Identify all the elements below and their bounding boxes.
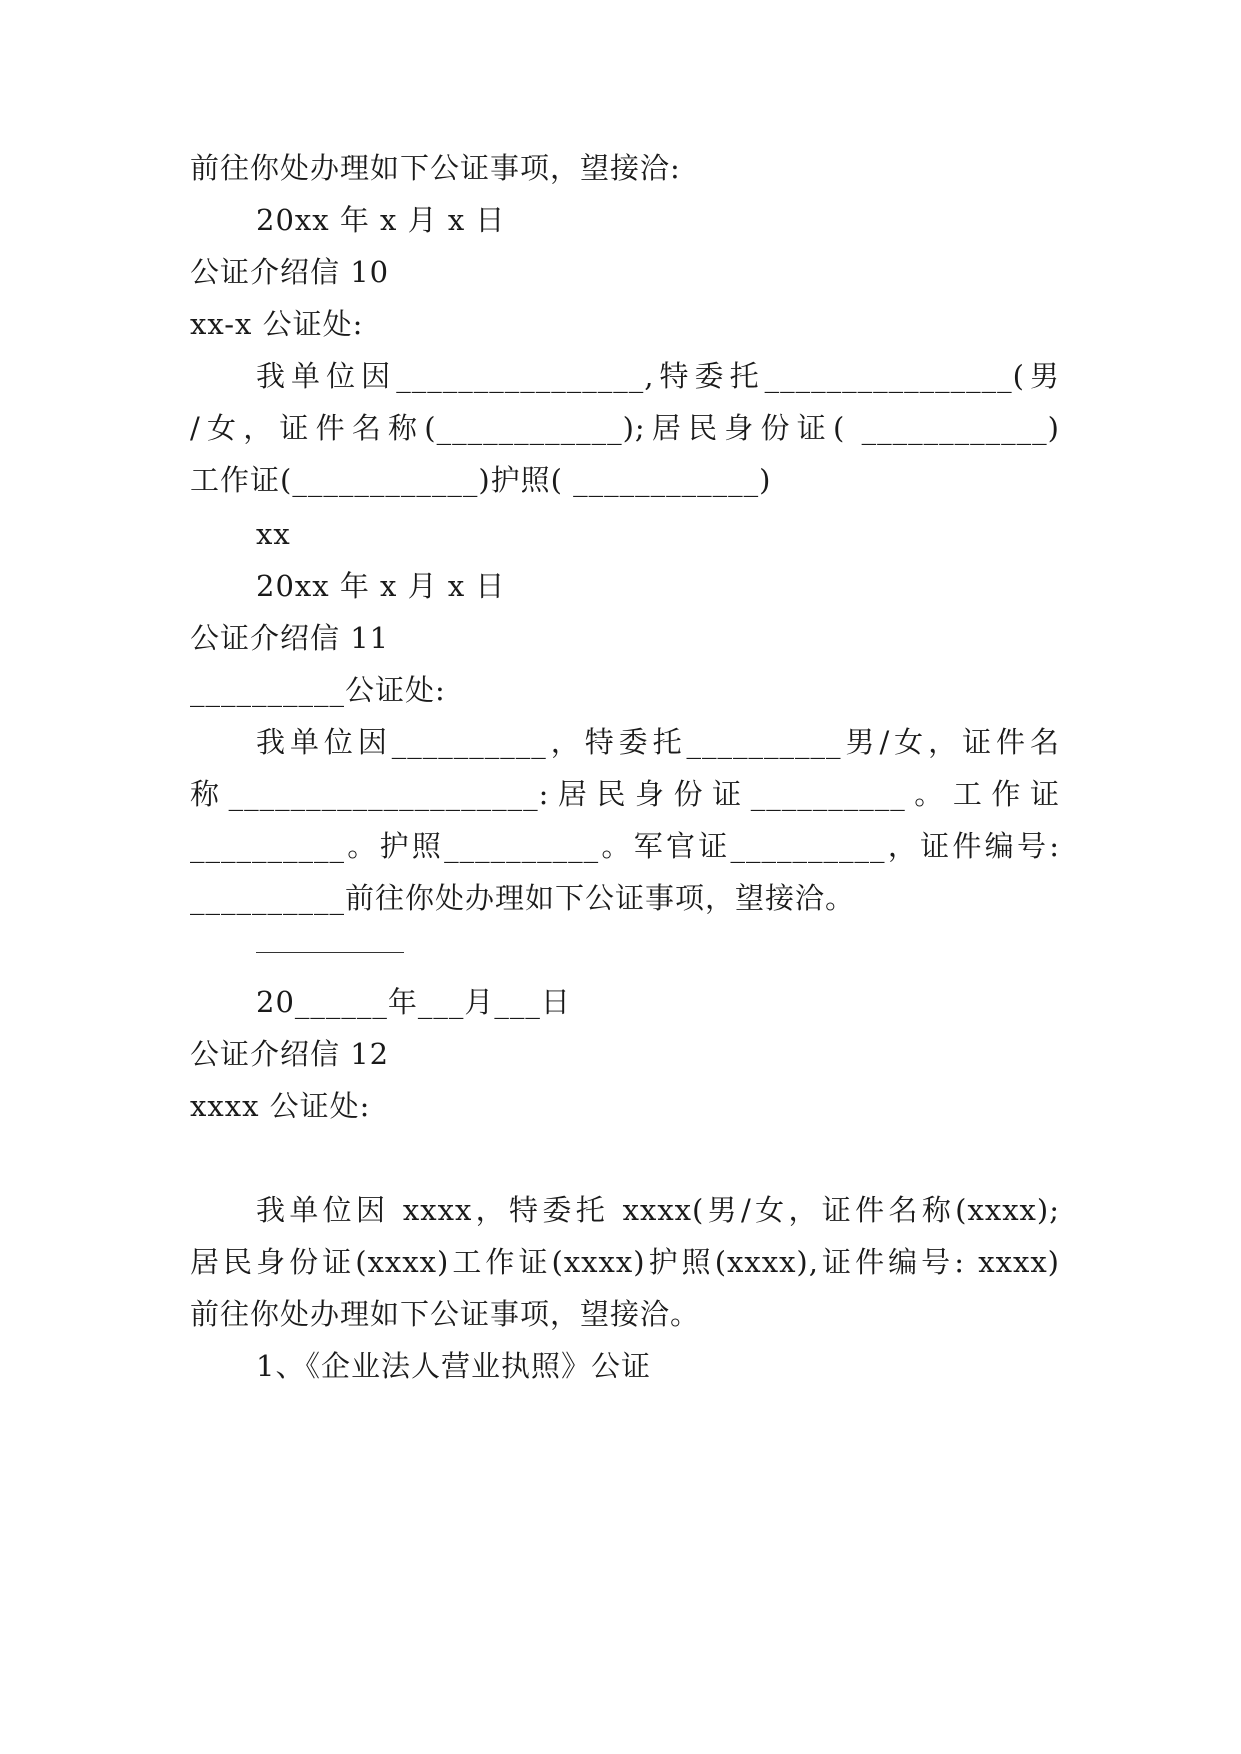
list-item: 1、《企业法人营业执照》公证: [256, 1349, 651, 1383]
date-line: 20xx 年 x 月 x 日: [256, 203, 506, 237]
signature-blank: [256, 952, 404, 954]
signature-line: xx: [256, 517, 291, 551]
text-line: 我单位因 xxxx，特委托 xxxx(男/女，证件名称(xxxx);: [256, 1193, 1060, 1227]
text-line: 前往你处办理如下公证事项，望接洽。: [190, 1297, 701, 1331]
text-line: 我单位因________________,特委托________________(男: [256, 359, 1060, 393]
addressee-line: xxxx 公证处:: [190, 1089, 371, 1123]
date-line: 20xx 年 x 月 x 日: [256, 569, 506, 603]
text-line: 前往你处办理如下公证事项，望接洽:: [190, 151, 681, 185]
letter-heading: 公证介绍信 11: [190, 621, 390, 655]
letter-heading: 公证介绍信 10: [190, 255, 390, 289]
text-line: 居民身份证(xxxx)工作证(xxxx)护照(xxxx),证件编号: xxxx): [190, 1245, 1060, 1279]
addressee-line: xx-x 公证处:: [190, 307, 364, 341]
text-line: 我单位因__________，特委托__________男/女，证件名: [256, 725, 1060, 759]
text-line: /女，证件名称(____________);居民身份证( ____________): [190, 411, 1060, 445]
text-line: 称____________________:居民身份证__________。工作证: [190, 777, 1060, 811]
letter-heading: 公证介绍信 12: [190, 1037, 390, 1071]
addressee-line: __________公证处:: [190, 673, 446, 707]
text-line: __________前往你处办理如下公证事项，望接洽。: [190, 881, 856, 915]
text-line: 工作证(____________)护照( ____________): [190, 463, 772, 497]
date-line: 20______年___月___日: [256, 985, 571, 1019]
text-line: __________。护照__________。军官证__________，证件编号:: [190, 829, 1060, 863]
